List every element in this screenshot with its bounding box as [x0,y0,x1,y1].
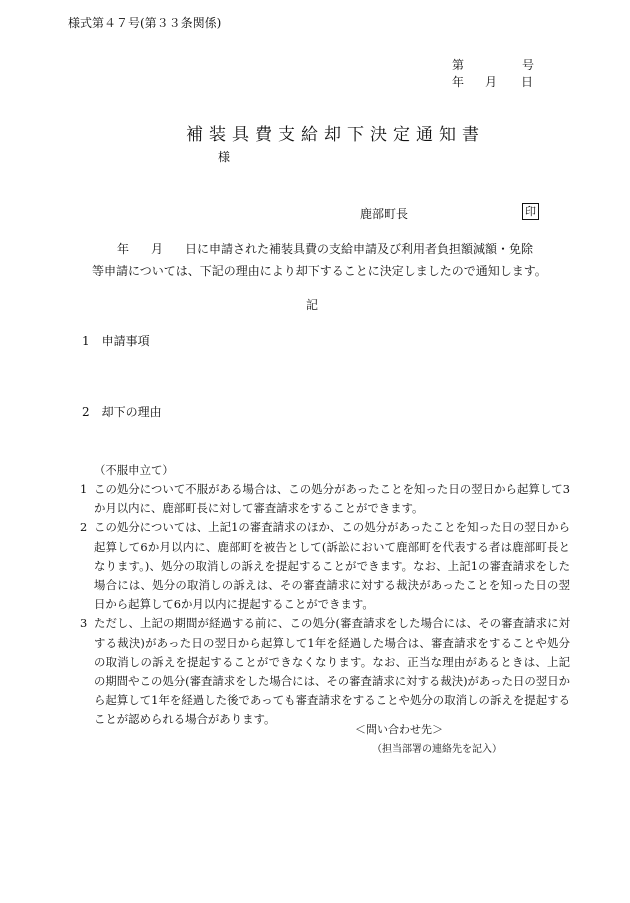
intro-line-2: 等申請については、下記の理由により却下することに決定しましたので通知します。 [92,264,547,278]
section-rejection-reason: 2 却下の理由 [82,405,162,419]
reference-go-label: 号 [522,58,535,72]
seal-mark: 印 [522,203,539,220]
intro-line-1-text: 日に申請された補装具費の支給申請及び利用者負担額減額・免除 [185,242,534,256]
ki-heading: 記 [306,298,319,312]
intro-line-1 [117,240,533,257]
objection-item-number: 1 [80,482,88,496]
objection-section [80,461,570,730]
objection-item-text: ただし、上記の期間が経過する前に、この処分(審査請求をした場合には、その審査請求に対する裁決)があった日の翌日から起算して1年を経過した場合は、審査請求をすることや処分の取消しの訴えを提起することができなくなります。なお、正当な理由があるときは、上記の期間やこの処分(審査請求をした場合には、その審査請求に対する裁決)があった日の翌日から起算して1年を経過した後であっても審査請求をすることや処分の取消しの訴えを提起することが認められる場合があります。 [94,616,570,727]
intro-year-label: 年 [117,242,130,256]
reference-dai-label: 第 [452,58,465,72]
objection-heading: （不服申立て） [94,463,174,477]
objection-item-text: この処分については、上記1の審査請求のほか、この処分があったことを知った日の翌日から起算して6か月以内に、鹿部町を被告として(訴訟において鹿部町を代表する者は鹿部町長となります。)、処分の取消しの訴えを提起することができます。なお、上記1の審査請求をした場合には、処分の取消しの訴えは、その審査請求に対する裁決があったことを知った日の翌日から起算して6か月以内に提起することができます。 [94,520,570,612]
form-number: 様式第４７号(第３３条関係) [68,16,222,30]
objection-item-number: 2 [80,520,88,535]
contact-heading: ＜問い合わせ先＞ [355,723,443,736]
objection-item-3 [80,614,570,729]
section-application-items: 1 申請事項 [82,334,150,348]
contact-note: （担当部署の連絡先を記入） [372,744,502,755]
objection-item-2 [80,518,570,614]
addressee-suffix: 様 [218,150,231,164]
objection-item-text: この処分について不服がある場合は、この処分があったことを知った日の翌日から起算して3か月以内に、鹿部町長に対して審査請求をすることができます。 [94,482,570,516]
document-title: 補装具費支給却下決定通知書 [186,125,485,145]
issuer-name: 鹿部町長 [360,207,409,221]
date-year-label: 年 [452,75,465,89]
date-month-label: 月 [485,75,498,89]
intro-month-label: 月 [151,242,164,256]
date-day-label: 日 [521,75,534,89]
objection-item-number: 3 [80,616,88,631]
objection-item-1 [80,480,570,518]
